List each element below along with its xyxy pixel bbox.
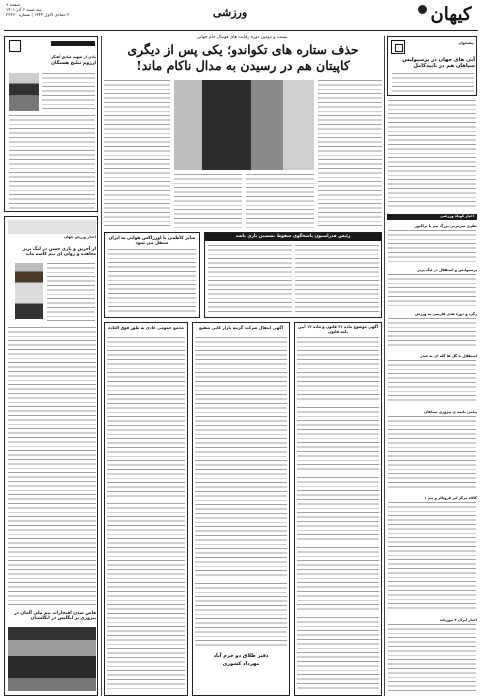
- news-item-title: نظری سرمربی بزرگ تیم یا تراکتور: [414, 224, 477, 228]
- notice-text: [195, 583, 287, 649]
- middle-box-right: [204, 232, 382, 318]
- notice-col-1: [104, 322, 188, 696]
- news-item-text: [388, 416, 476, 490]
- middle-box-left: [104, 232, 200, 318]
- column-divider: [384, 36, 385, 696]
- column-divider: [101, 36, 102, 696]
- middle-box-text: [208, 245, 292, 315]
- news-item-text: [388, 502, 476, 612]
- notice-text: [297, 477, 379, 541]
- middle-box-title: صابر کاظمی با اورزاکس هوایی به ایران منتقل می شود: [108, 236, 196, 247]
- notice-title: مجمع عمومی عادی به طور فوق العاده: [108, 325, 184, 330]
- notice-text: [297, 617, 379, 691]
- middle-box-title: رئیس فدراسیون پاسخگوی سقوط نشستن بازی باشد: [205, 233, 381, 241]
- article-text: [318, 80, 382, 228]
- feature-box-headline: آبی های جهان در پرسپولیس سپاهان هم در تاییدکامل: [402, 57, 475, 70]
- memorial-name: ارزوم نیلیج هستگان: [51, 61, 96, 66]
- notice-col-2: [192, 322, 290, 696]
- date-line-2: ۲ جمادی الاول ۱۴۴۴ | شماره ۲۲۳۶۰: [6, 12, 70, 17]
- right-article-text: [388, 100, 476, 210]
- article-text: [104, 80, 170, 228]
- right-news-list: [387, 214, 477, 696]
- main-story: [104, 36, 382, 230]
- world-sport-text: [8, 327, 96, 607]
- headline-line-1: حذف ستاره های تکواندو؛ یکی پس از دیگری: [127, 42, 359, 57]
- newspaper-logo: [418, 2, 476, 28]
- player-photo: [15, 263, 43, 319]
- notice-text: [107, 337, 185, 497]
- notice-title: آگهی موضوع ماده ۲۱ قانون و ماده ۱۳ آیین نامه قانون: [297, 324, 379, 334]
- feature-box-title: پیشخوان: [458, 41, 474, 45]
- middle-box-text: [295, 245, 379, 315]
- bottom-notice-office: دفتر طلاق دو خرم آباد: [213, 653, 269, 659]
- news-item-title: اخبار ایران ۳ نیوزیلند: [439, 618, 477, 622]
- feature-badge-icon: [391, 40, 405, 54]
- news-item-title: استقلال با گل ها گله ای به صدر: [420, 354, 477, 358]
- memorial-portrait: [9, 73, 39, 111]
- feature-box-text: [392, 73, 474, 93]
- left-world-sport-box: [4, 216, 98, 696]
- memorial-title: یادی از شهید صادق آهنگر: [51, 55, 96, 59]
- page-label: صفحه ۹: [6, 2, 21, 7]
- world-sport-headline: از آخرین و بازی خشن در لیگ برتر معاهده و رولی ای تیم کاسه ماند: [22, 247, 96, 258]
- date-line-1: سه شنبه ۶ آذر ۱۴۰۱: [6, 7, 42, 12]
- team-photo: [8, 627, 96, 691]
- news-item-text: [388, 318, 476, 348]
- news-item-title: پرسپولیس و استقلال در لیگ برتر: [417, 268, 477, 272]
- notice-text: [195, 337, 287, 577]
- masthead: [0, 0, 482, 32]
- left-memorial-box: [4, 36, 98, 212]
- memorial-text: [9, 115, 95, 209]
- headline-kicker: بیست و دومین دوره رقابت های فوتبال جام جهانی: [196, 35, 288, 40]
- news-item-text: [388, 230, 476, 264]
- news-item-title: پیامی باتمه ی پیروزی سپاهان: [424, 410, 477, 414]
- news-item-text: [388, 360, 476, 404]
- memorial-text: [42, 73, 95, 111]
- middle-box-text: [108, 249, 196, 315]
- memorial-badge-icon: [9, 40, 21, 52]
- notice-text: [297, 407, 379, 471]
- notice-col-3: [294, 322, 382, 696]
- news-list-header: اخبار کوتاه ورزشی: [387, 214, 477, 220]
- news-item-text: [388, 274, 476, 308]
- notice-text: [297, 337, 379, 401]
- notice-text: [297, 547, 379, 611]
- news-item-title: کالاه مرکز لیر فروتالر و تیم ۱: [424, 496, 477, 500]
- news-item-text: [388, 624, 476, 694]
- section-title: ورزشی: [212, 6, 248, 19]
- world-sport-logo: [8, 220, 96, 234]
- masthead-rule: [4, 30, 478, 31]
- world-sport-bottom-headline: قاش شدن افتخارات تیم ملی آلمان در پیروزی بر انگلیس در انگلستان: [14, 611, 96, 622]
- bottom-notice-name: مهرداد کشوری: [222, 661, 260, 667]
- world-sport-text: [47, 263, 95, 323]
- logo-text: کیهان: [430, 4, 472, 25]
- news-item-title: زگرد و دوره هدی فارسی به ورزش: [415, 312, 477, 316]
- right-feature-box: [387, 36, 477, 96]
- notice-text: [107, 503, 185, 691]
- article-text: [174, 174, 242, 228]
- memorial-label-bar: [51, 41, 95, 46]
- headline-line-2: کاپیتان هم در رسیدن به مدال ناکام ماند!: [136, 58, 350, 73]
- article-text: [246, 174, 314, 228]
- world-sport-title: اخبار ورزش جهان: [64, 235, 96, 239]
- notice-title: آگهی انتقال شرکت گزینه بازار کانی شفیع: [199, 325, 283, 330]
- taekwondo-photo: [174, 80, 314, 170]
